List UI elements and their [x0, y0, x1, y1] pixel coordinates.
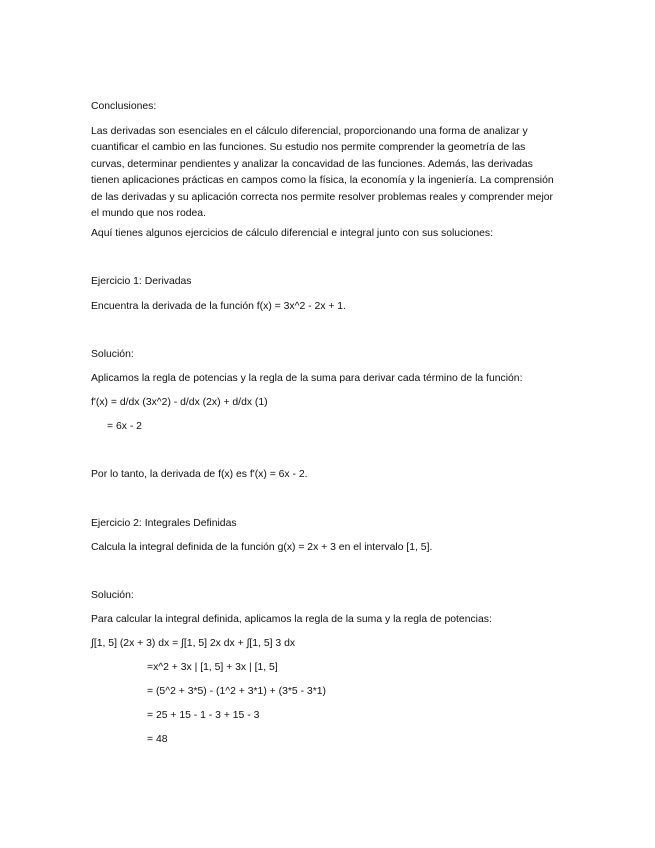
exercise2-step1: ∫[1, 5] (2x + 3) dx = ∫[1, 5] 2x dx + ∫[1, 5] 3 dx	[91, 638, 296, 649]
exercise2-step3: = (5^2 + 3*5) - (1^2 + 3*1) + (3*5 - 3*1)	[147, 686, 326, 697]
exercise2-step2: =x^2 + 3x | [1, 5] + 3x | [1, 5]	[147, 662, 278, 673]
conclusions-heading: Conclusiones:	[91, 101, 157, 112]
conclusions-paragraph: Las derivadas son esenciales en el cálculo diferencial, proporcionando una forma de analizar y cuantificar el cambio en las funciones. Su estudio nos permite comprender la geometría de las curvas, determinar pendientes y analizar la concavidad de las funciones. Además, las derivadas tienen aplicaciones prácticas en campos como la física, la economía y la ingeniería. La comprensión de las derivadas y su aplicación correcta nos permite resolver problemas reales y comprender mejor el mundo que nos rodea.	[91, 126, 554, 220]
exercise1-title: Ejercicio 1: Derivadas	[91, 276, 192, 287]
exercise1-step2: = 6x - 2	[107, 421, 142, 432]
exercise2-statement: Calcula la integral definida de la función g(x) = 2x + 3 en el intervalo [1, 5].	[91, 542, 433, 553]
exercise1-conclusion: Por lo tanto, la derivada de f(x) es f'(x) = 6x - 2.	[91, 469, 308, 480]
exercise2-step5: = 48	[147, 734, 168, 745]
exercise1-explanation: Aplicamos la regla de potencias y la regla de la suma para derivar cada término de la función:	[91, 373, 523, 384]
exercise2-step4: = 25 + 15 - 1 - 3 + 15 - 3	[147, 710, 260, 721]
exercise2-solution-label: Solución:	[91, 590, 134, 601]
exercise1-step1: f'(x) = d/dx (3x^2) - d/dx (2x) + d/dx (1)	[91, 397, 268, 408]
exercise1-statement: Encuentra la derivada de la función f(x) = 3x^2 - 2x + 1.	[91, 301, 346, 312]
exercise2-title: Ejercicio 2: Integrales Definidas	[91, 518, 237, 529]
exercises-intro: Aquí tienes algunos ejercicios de cálculo diferencial e integral junto con sus soluciones:	[91, 228, 494, 239]
exercise1-solution-label: Solución:	[91, 349, 134, 360]
exercise2-explanation: Para calcular la integral definida, aplicamos la regla de la suma y la regla de potencias:	[91, 614, 492, 625]
